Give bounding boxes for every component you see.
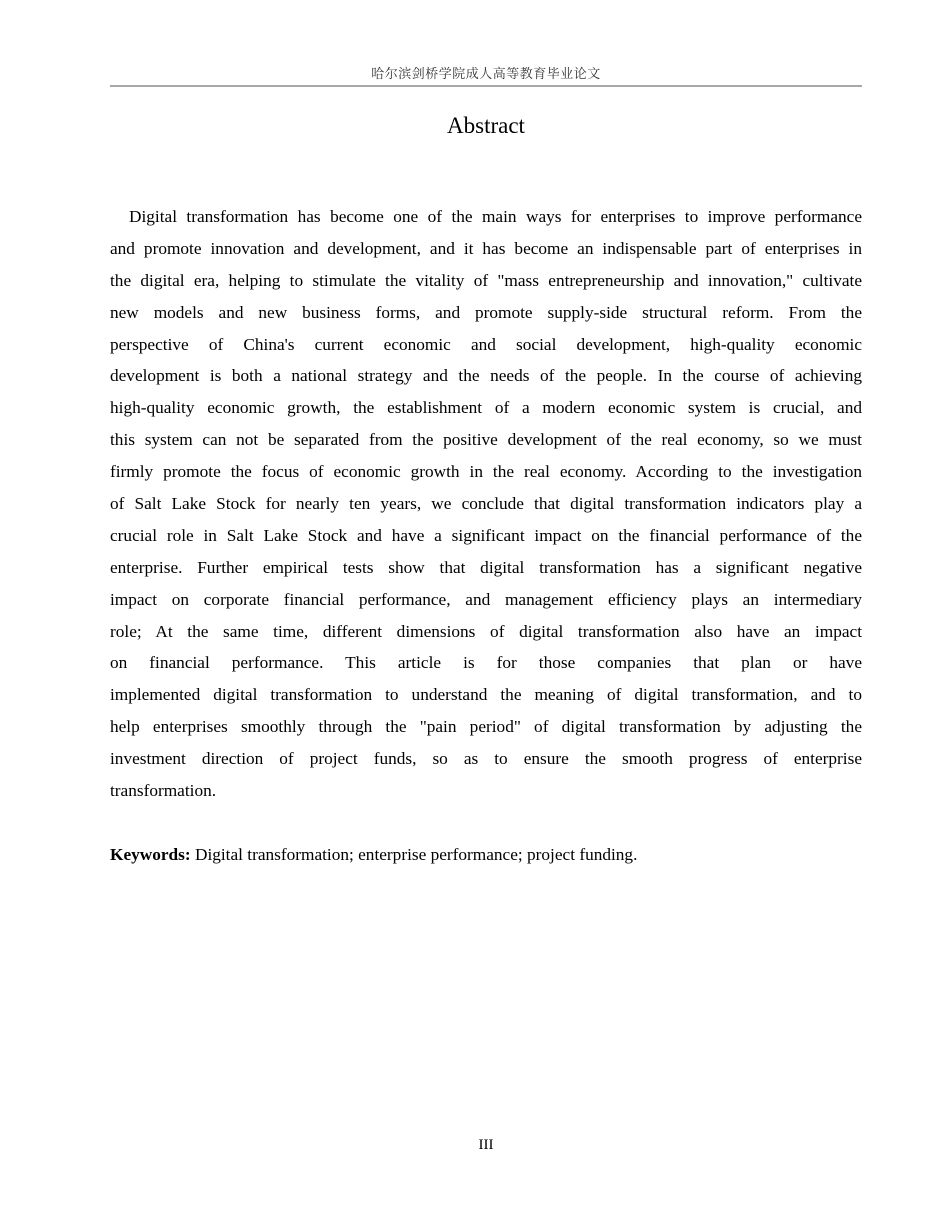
abstract-line: the digital era, helping to stimulate the vitality of "mass entrepreneurship and innovation," cultivate [110,270,862,290]
abstract-line: perspective of China's current economic and social development, high-quality economic [110,334,862,354]
abstract-line: impact on corporate financial performance, and management efficiency plays an intermediary [110,589,862,609]
abstract-line: on financial performance. This article is for those companies that plan or have [110,653,862,673]
abstract-line: development is both a national strategy and the needs of the people. In the course of achieving [110,366,862,386]
section-title: Abstract [447,113,525,138]
header-divider [110,85,862,87]
keywords-label: Keywords: [110,845,191,864]
abstract-line: transformation. [110,781,217,801]
page-number: III [478,1137,494,1153]
abstract-line: this system can not be separated from the positive development of the real economy, so we must [110,430,862,450]
abstract-line: firmly promote the focus of economic growth in the real economy. According to the investigation [110,462,862,482]
abstract-line: investment direction of project funds, so as to ensure the smooth progress of enterprise [110,749,862,769]
abstract-line: help enterprises smoothly through the "pain period" of digital transformation by adjusting the [110,717,862,737]
keywords [110,839,862,871]
keywords-text: Digital transformation; enterprise performance; project funding. [190,845,638,864]
abstract-paragraph [110,201,862,807]
abstract-line: Digital transformation has become one of the main ways for enterprises to improve performance [129,207,862,226]
abstract-line: role; At the same time, different dimensions of digital transformation also have an impact [110,621,862,641]
abstract-line: new models and new business forms, and promote supply-side structural reform. From the [110,302,862,322]
abstract-line: and promote innovation and development, and it has become an indispensable part of enterprises in [110,238,862,258]
abstract-line: of Salt Lake Stock for nearly ten years, we conclude that digital transformation indicators play a [110,494,862,514]
abstract-line: implemented digital transformation to understand the meaning of digital transformation, and to [110,685,862,705]
running-header: 哈尔滨剑桥学院成人高等教育毕业论文 [371,66,601,81]
abstract-line: enterprise. Further empirical tests show that digital transformation has a significant negative [110,557,862,577]
abstract-line: high-quality economic growth, the establishment of a modern economic system is crucial, and [110,398,862,418]
abstract-line: crucial role in Salt Lake Stock and have a significant impact on the financial performance of the [110,525,862,545]
